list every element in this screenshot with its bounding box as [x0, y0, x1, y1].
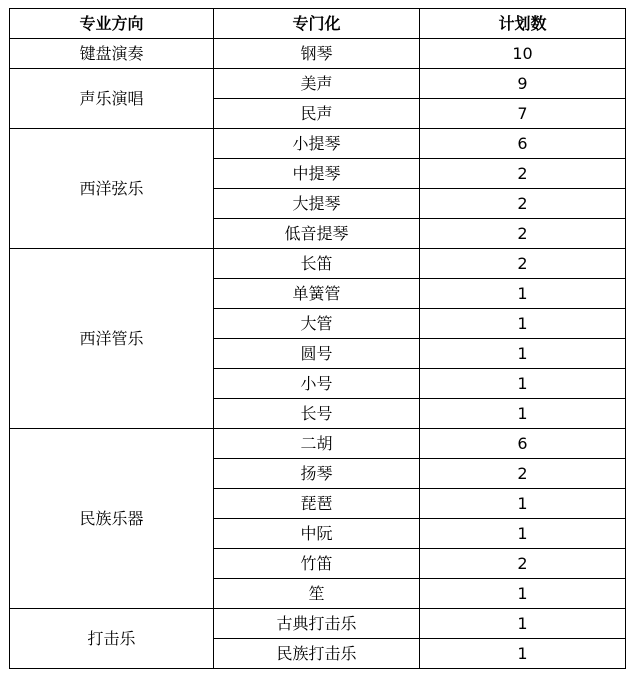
plan-count-cell: 1	[420, 369, 626, 399]
plan-count-cell: 1	[420, 609, 626, 639]
specialization-cell: 小提琴	[214, 129, 420, 159]
specialization-cell: 单簧管	[214, 279, 420, 309]
specialization-cell: 古典打击乐	[214, 609, 420, 639]
table-row	[10, 69, 626, 99]
specialization-cell: 美声	[214, 69, 420, 99]
plan-count-cell: 6	[420, 129, 626, 159]
plan-count-cell: 1	[420, 579, 626, 609]
table-row	[10, 249, 626, 279]
header-row	[10, 9, 626, 39]
specialization-cell: 中阮	[214, 519, 420, 549]
enrollment-plan-table	[9, 8, 626, 669]
specialization-cell: 民声	[214, 99, 420, 129]
direction-cell: 打击乐	[10, 609, 214, 669]
specialization-cell: 二胡	[214, 429, 420, 459]
table-row	[10, 39, 626, 69]
specialization-cell: 大提琴	[214, 189, 420, 219]
specialization-cell: 竹笛	[214, 549, 420, 579]
plan-count-cell: 6	[420, 429, 626, 459]
table-body	[10, 39, 626, 669]
plan-count-cell: 2	[420, 189, 626, 219]
plan-count-cell: 2	[420, 549, 626, 579]
direction-cell: 声乐演唱	[10, 69, 214, 129]
plan-count-cell: 2	[420, 219, 626, 249]
specialization-cell: 长笛	[214, 249, 420, 279]
plan-count-cell: 1	[420, 489, 626, 519]
specialization-cell: 笙	[214, 579, 420, 609]
plan-count-cell: 10	[420, 39, 626, 69]
plan-count-cell: 2	[420, 249, 626, 279]
specialization-cell: 圆号	[214, 339, 420, 369]
table-row	[10, 609, 626, 639]
table-row	[10, 129, 626, 159]
plan-count-cell: 1	[420, 519, 626, 549]
plan-count-cell: 1	[420, 339, 626, 369]
plan-count-cell: 1	[420, 279, 626, 309]
table-header	[10, 9, 626, 39]
plan-count-cell: 7	[420, 99, 626, 129]
specialization-cell: 钢琴	[214, 39, 420, 69]
plan-count-cell: 1	[420, 309, 626, 339]
plan-count-cell: 2	[420, 459, 626, 489]
specialization-cell: 小号	[214, 369, 420, 399]
specialization-cell: 低音提琴	[214, 219, 420, 249]
plan-count-cell: 1	[420, 399, 626, 429]
specialization-cell: 长号	[214, 399, 420, 429]
specialization-cell: 扬琴	[214, 459, 420, 489]
header-direction: 专业方向	[10, 9, 214, 39]
plan-count-cell: 1	[420, 639, 626, 669]
specialization-cell: 大管	[214, 309, 420, 339]
header-specialization: 专门化	[214, 9, 420, 39]
direction-cell: 民族乐器	[10, 429, 214, 609]
specialization-cell: 中提琴	[214, 159, 420, 189]
direction-cell: 西洋管乐	[10, 249, 214, 429]
specialization-cell: 民族打击乐	[214, 639, 420, 669]
table-row	[10, 429, 626, 459]
header-plan-count: 计划数	[420, 9, 626, 39]
direction-cell: 键盘演奏	[10, 39, 214, 69]
plan-count-cell: 9	[420, 69, 626, 99]
plan-count-cell: 2	[420, 159, 626, 189]
direction-cell: 西洋弦乐	[10, 129, 214, 249]
specialization-cell: 琵琶	[214, 489, 420, 519]
